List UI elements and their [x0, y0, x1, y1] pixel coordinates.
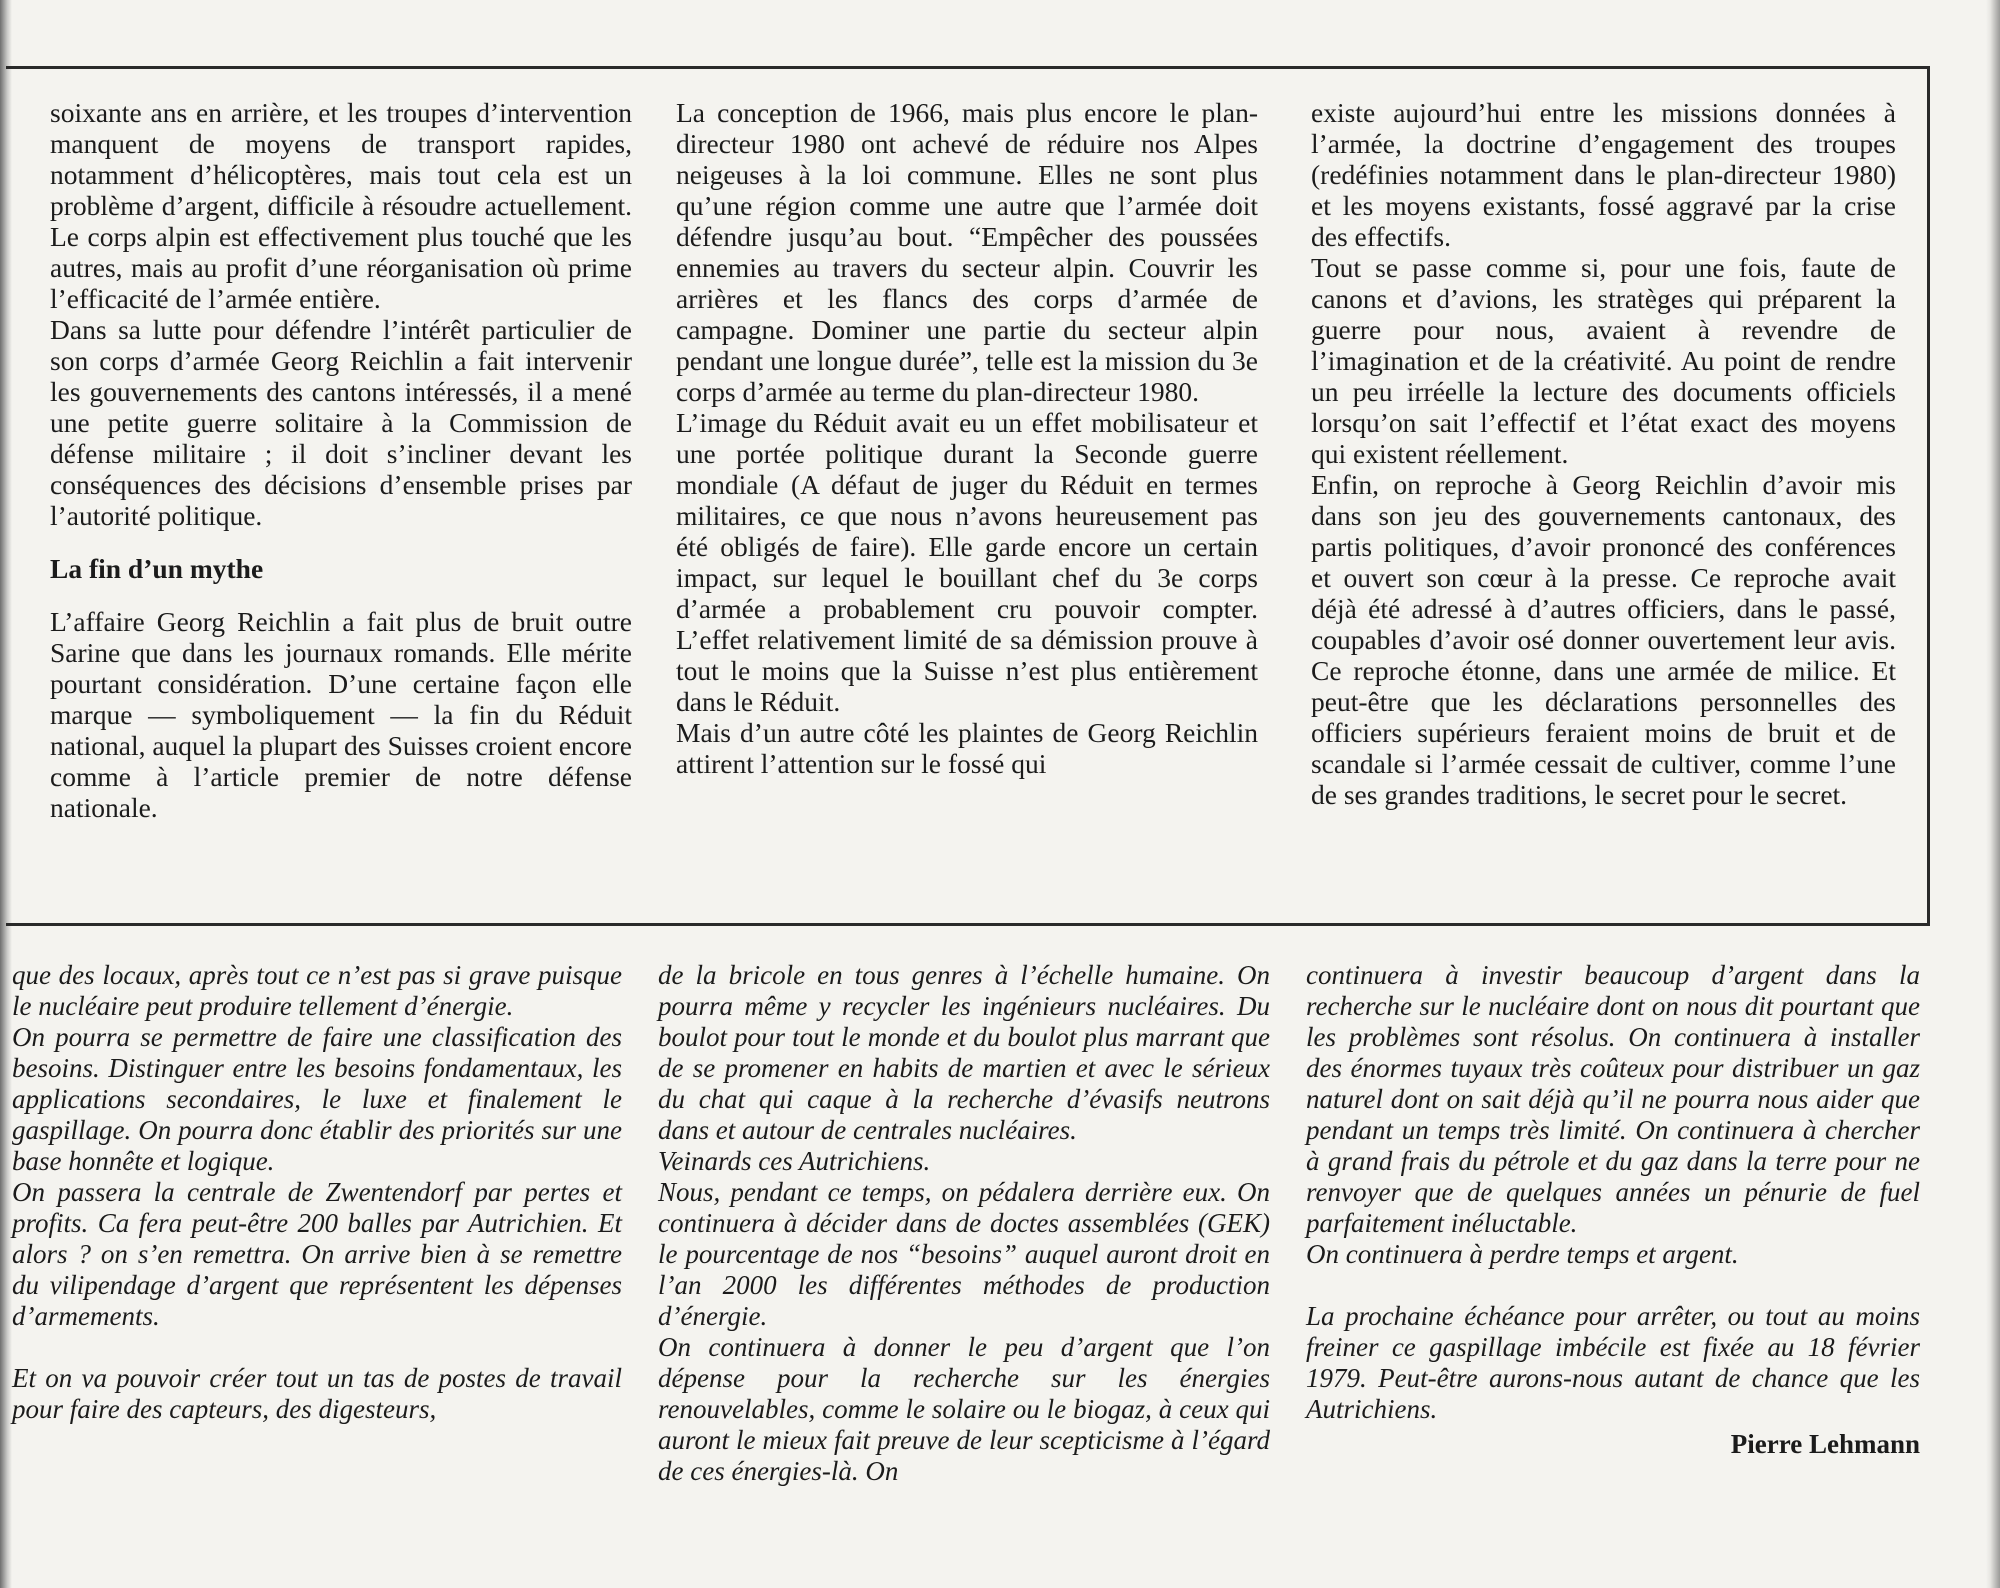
italic-article-section	[0, 960, 2000, 1560]
paragraph: soixante ans en arrière, et les troupes d’intervention manquent de moyens de transport rapides, notamment d’hélicoptères, mais tout cela est un problème d’argent, difficile à résoudre actuellement. Le corps alpin est effectivement plus touché que les autres, mais au profit d’une réorganisation où prime l’efficacité de l’armée entière.	[50, 97, 632, 314]
paragraph: Tout se passe comme si, pour une fois, faute de canons et d’avions, les stratèges qui préparent la guerre pour nous, avaient à revendre de l’imagination et de la créativité. Au point de rendre un peu irréelle la lecture des documents officiels lorsqu’on sait l’effectif et l’état exact des moyens qui existent réellement.	[1311, 252, 1896, 469]
paragraph: Nous, pendant ce temps, on pédalera derrière eux. On continuera à décider dans de doctes assemblées (GEK) le pourcentage de nos “besoins” auquel auront droit en l’an 2000 les différentes méthodes de production d’énergie.	[658, 1177, 1270, 1331]
paragraph-gap	[1306, 1270, 1920, 1301]
top-column-3	[1311, 97, 1896, 917]
paragraph: Enfin, on reproche à Georg Reichlin d’avoir mis dans son jeu des gouvernements cantonaux, des partis politiques, d’avoir prononcé des conférences et ouvert son cœur à la presse. Ce reproche avait déjà été adressé à d’autres officiers, dans le passé, coupables d’avoir osé donner ouvertement leur avis. Ce reproche étonne, dans une armée de milice. Et peut-être que les déclarations personnelles des officiers supérieurs feraient moins de bruit et de scandale si l’armée cessait de cultiver, comme l’une de ses grandes traditions, le secret pour le secret.	[1311, 469, 1896, 810]
paragraph: Dans sa lutte pour défendre l’intérêt particulier de son corps d’armée Georg Reichlin a fait intervenir les gouvernements des cantons intéressés, il a mené une petite guerre solitaire à la Commission de défense militaire ; il doit s’incliner devant les conséquences des décisions d’ensemble prises par l’autorité politique.	[50, 314, 632, 531]
paragraph: On passera la centrale de Zwentendorf par pertes et profits. Ca fera peut-être 200 balles par Autrichien. Et alors ? on s’en remettra. On arrive bien à se remettre du vilipendage d’argent que représentent les dépenses d’armements.	[12, 1177, 622, 1331]
top-column-1	[50, 97, 632, 917]
section-heading: La fin d’un mythe	[50, 553, 264, 584]
paragraph-gap	[12, 1332, 622, 1363]
paragraph: que des locaux, après tout ce n’est pas si grave puisque le nucléaire peut produire tellement d’énergie.	[12, 960, 622, 1021]
paragraph: On pourra se permettre de faire une classification des besoins. Distinguer entre les besoins fondamentaux, les applications secondaires, le luxe et finalement le gaspillage. On pourra donc établir des priorités sur une base honnête et logique.	[12, 1022, 622, 1176]
boxed-article-section	[6, 66, 1930, 926]
top-column-2	[676, 97, 1258, 917]
bottom-column-3	[1306, 960, 1920, 1560]
paragraph: On continuera à donner le peu d’argent que l’on dépense pour la recherche sur les énergies renouvelables, comme le solaire ou le biogaz, à ceux qui auront le mieux fait preuve de leur scepticisme à l’égard de ces énergies-là. On	[658, 1332, 1270, 1486]
paragraph: Veinards ces Autrichiens.	[658, 1146, 931, 1176]
paragraph: La prochaine échéance pour arrêter, ou tout au moins freiner ce gaspillage imbécile est fixée au 18 février 1979. Peut-être aurons-nous autant de chance que les Autrichiens.	[1306, 1301, 1920, 1424]
paragraph: On continuera à perdre temps et argent.	[1306, 1239, 1739, 1269]
bottom-column-1	[12, 960, 622, 1560]
paragraph: La conception de 1966, mais plus encore le plan-directeur 1980 ont achevé de réduire nos Alpes neigeuses à la loi commune. Elles ne sont plus qu’une région comme une autre que l’armée doit défendre jusqu’au bout. “Empêcher des poussées ennemies au travers du secteur alpin. Couvrir les arrières et les flancs des corps d’armée de campagne. Dominer une partie du secteur alpin pendant une longue durée”, telle est la mission du 3e corps d’armée au terme du plan-directeur 1980.	[676, 97, 1258, 407]
paragraph: Et on va pouvoir créer tout un tas de postes de travail pour faire des capteurs, des digesteurs,	[12, 1363, 622, 1424]
author-signature: Pierre Lehmann	[1730, 1429, 1920, 1459]
paragraph: L’image du Réduit avait eu un effet mobilisateur et une portée politique durant la Seconde guerre mondiale (A défaut de juger du Réduit en termes militaires, ce que nous n’avons heureusement pas été obligés de faire). Elle garde encore un certain impact, sur lequel le bouillant chef du 3e corps d’armée a probablement cru pouvoir compter. L’effet relativement limité de sa démission prouve à tout le moins que la Suisse n’est plus entièrement dans le Réduit.	[676, 407, 1258, 717]
paragraph: de la bricole en tous genres à l’échelle humaine. On pourra même y recycler les ingénieurs nucléaires. Du boulot pour tout le monde et du boulot plus marrant que de se promener en habits de martien et avec le sérieux du chat qui caque à la recherche d’évasifs neutrons dans et autour de centrales nucléaires.	[658, 960, 1270, 1145]
paragraph: existe aujourd’hui entre les missions données à l’armée, la doctrine d’engagement des troupes (redéfinies notamment dans le plan-directeur 1980) et les moyens existants, fossé aggravé par la crise des effectifs.	[1311, 97, 1896, 252]
bottom-column-2	[658, 960, 1270, 1560]
paragraph: L’affaire Georg Reichlin a fait plus de bruit outre Sarine que dans les journaux romands. Elle mérite pourtant considération. D’une certaine façon elle marque — symboliquement — la fin du Réduit national, auquel la plupart des Suisses croient encore comme à l’article premier de notre défense nationale.	[50, 606, 632, 823]
paragraph: continuera à investir beaucoup d’argent dans la recherche sur le nucléaire dont on nous dit pourtant que les problèmes sont résolus. On continuera à installer des énormes tuyaux très coûteux pour distribuer un gaz naturel dont on sait déjà qu’il ne pourra nous aider que pendant un temps très limité. On continuera à chercher à grand frais du pétrole et du gaz dans la terre pour ne renvoyer que de quelques années un pénurie de fuel parfaitement inéluctable.	[1306, 960, 1920, 1238]
paragraph: Mais d’un autre côté les plaintes de Georg Reichlin attirent l’attention sur le fossé qui	[676, 717, 1258, 779]
